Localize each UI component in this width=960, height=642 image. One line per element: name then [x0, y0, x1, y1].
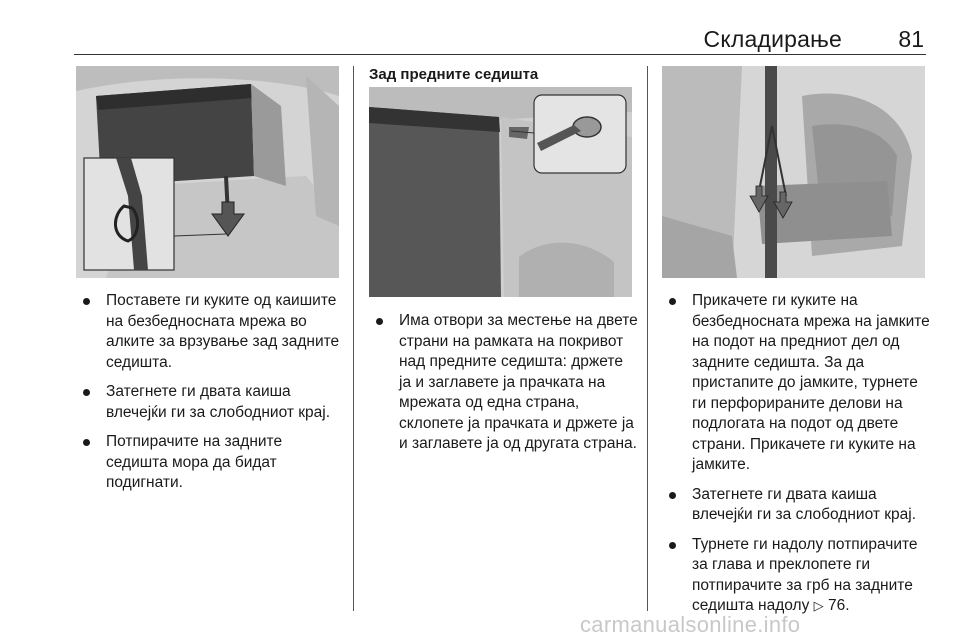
figure-trunk-net-straps — [76, 66, 339, 278]
bullet-dot-icon — [669, 298, 676, 305]
list-item: Затегнете ги двата каиша влечејќи ги за слободниот крај. — [662, 485, 932, 526]
bullet-dot-icon — [669, 542, 676, 549]
section-title: Складирање — [703, 26, 842, 52]
bullet-dot-icon — [83, 439, 90, 446]
figure-rear-seats-net — [662, 66, 925, 278]
column2-bullet-list — [369, 311, 639, 464]
list-item: Има отвори за местење на двете страни на рамката на покривот над предните седишта: држете ја и заглавете ја прачката на мрежата од една страна, склопете ја прачката и држете ја и заглавете ја од другата страна. — [369, 311, 639, 455]
watermark: carmanualsonline.info — [580, 612, 801, 637]
column-divider-left — [353, 66, 354, 611]
page-reference[interactable]: 76. — [827, 597, 850, 614]
list-item: Турнете ги надолу потпирачите за глава и преклопете ги потпирачите за грб на задните седишта надолу ▷ 76. — [662, 535, 932, 617]
list-item: Затегнете ги двата каиша влечејќи ги за слободниот крај. — [76, 382, 344, 423]
figure-roof-frame-bar — [369, 87, 632, 297]
header-rule — [74, 54, 926, 55]
list-item: Прикачете ги куките на безбедносната мрежа на јамките на подот на предниот дел од задните седишта. За да пристапите до јамките, турнете ги перфорираните делови на подлогата на подот од двете страни. Прикачете ги куките на јамките. — [662, 291, 932, 476]
subheading-behind-front-seats: Зад предните седишта — [369, 66, 539, 83]
column-divider-right — [647, 66, 648, 611]
column1-bullet-list — [76, 291, 344, 503]
list-item: Потпирачите на задните седишта мора да бидат подигнати. — [76, 432, 344, 494]
page-reference-triangle-icon: ▷ — [813, 598, 824, 613]
list-item: Поставете ги куките од каишите на безбедносната мрежа во алките за врзување зад задните седишта. — [76, 291, 344, 373]
column3-bullet-list — [662, 291, 932, 626]
page-number: 81 — [898, 26, 924, 52]
bullet-dot-icon — [83, 298, 90, 305]
bullet-dot-icon — [669, 492, 676, 499]
bullet-dot-icon — [83, 389, 90, 396]
bullet-dot-icon — [376, 318, 383, 325]
page-header — [0, 0, 960, 56]
